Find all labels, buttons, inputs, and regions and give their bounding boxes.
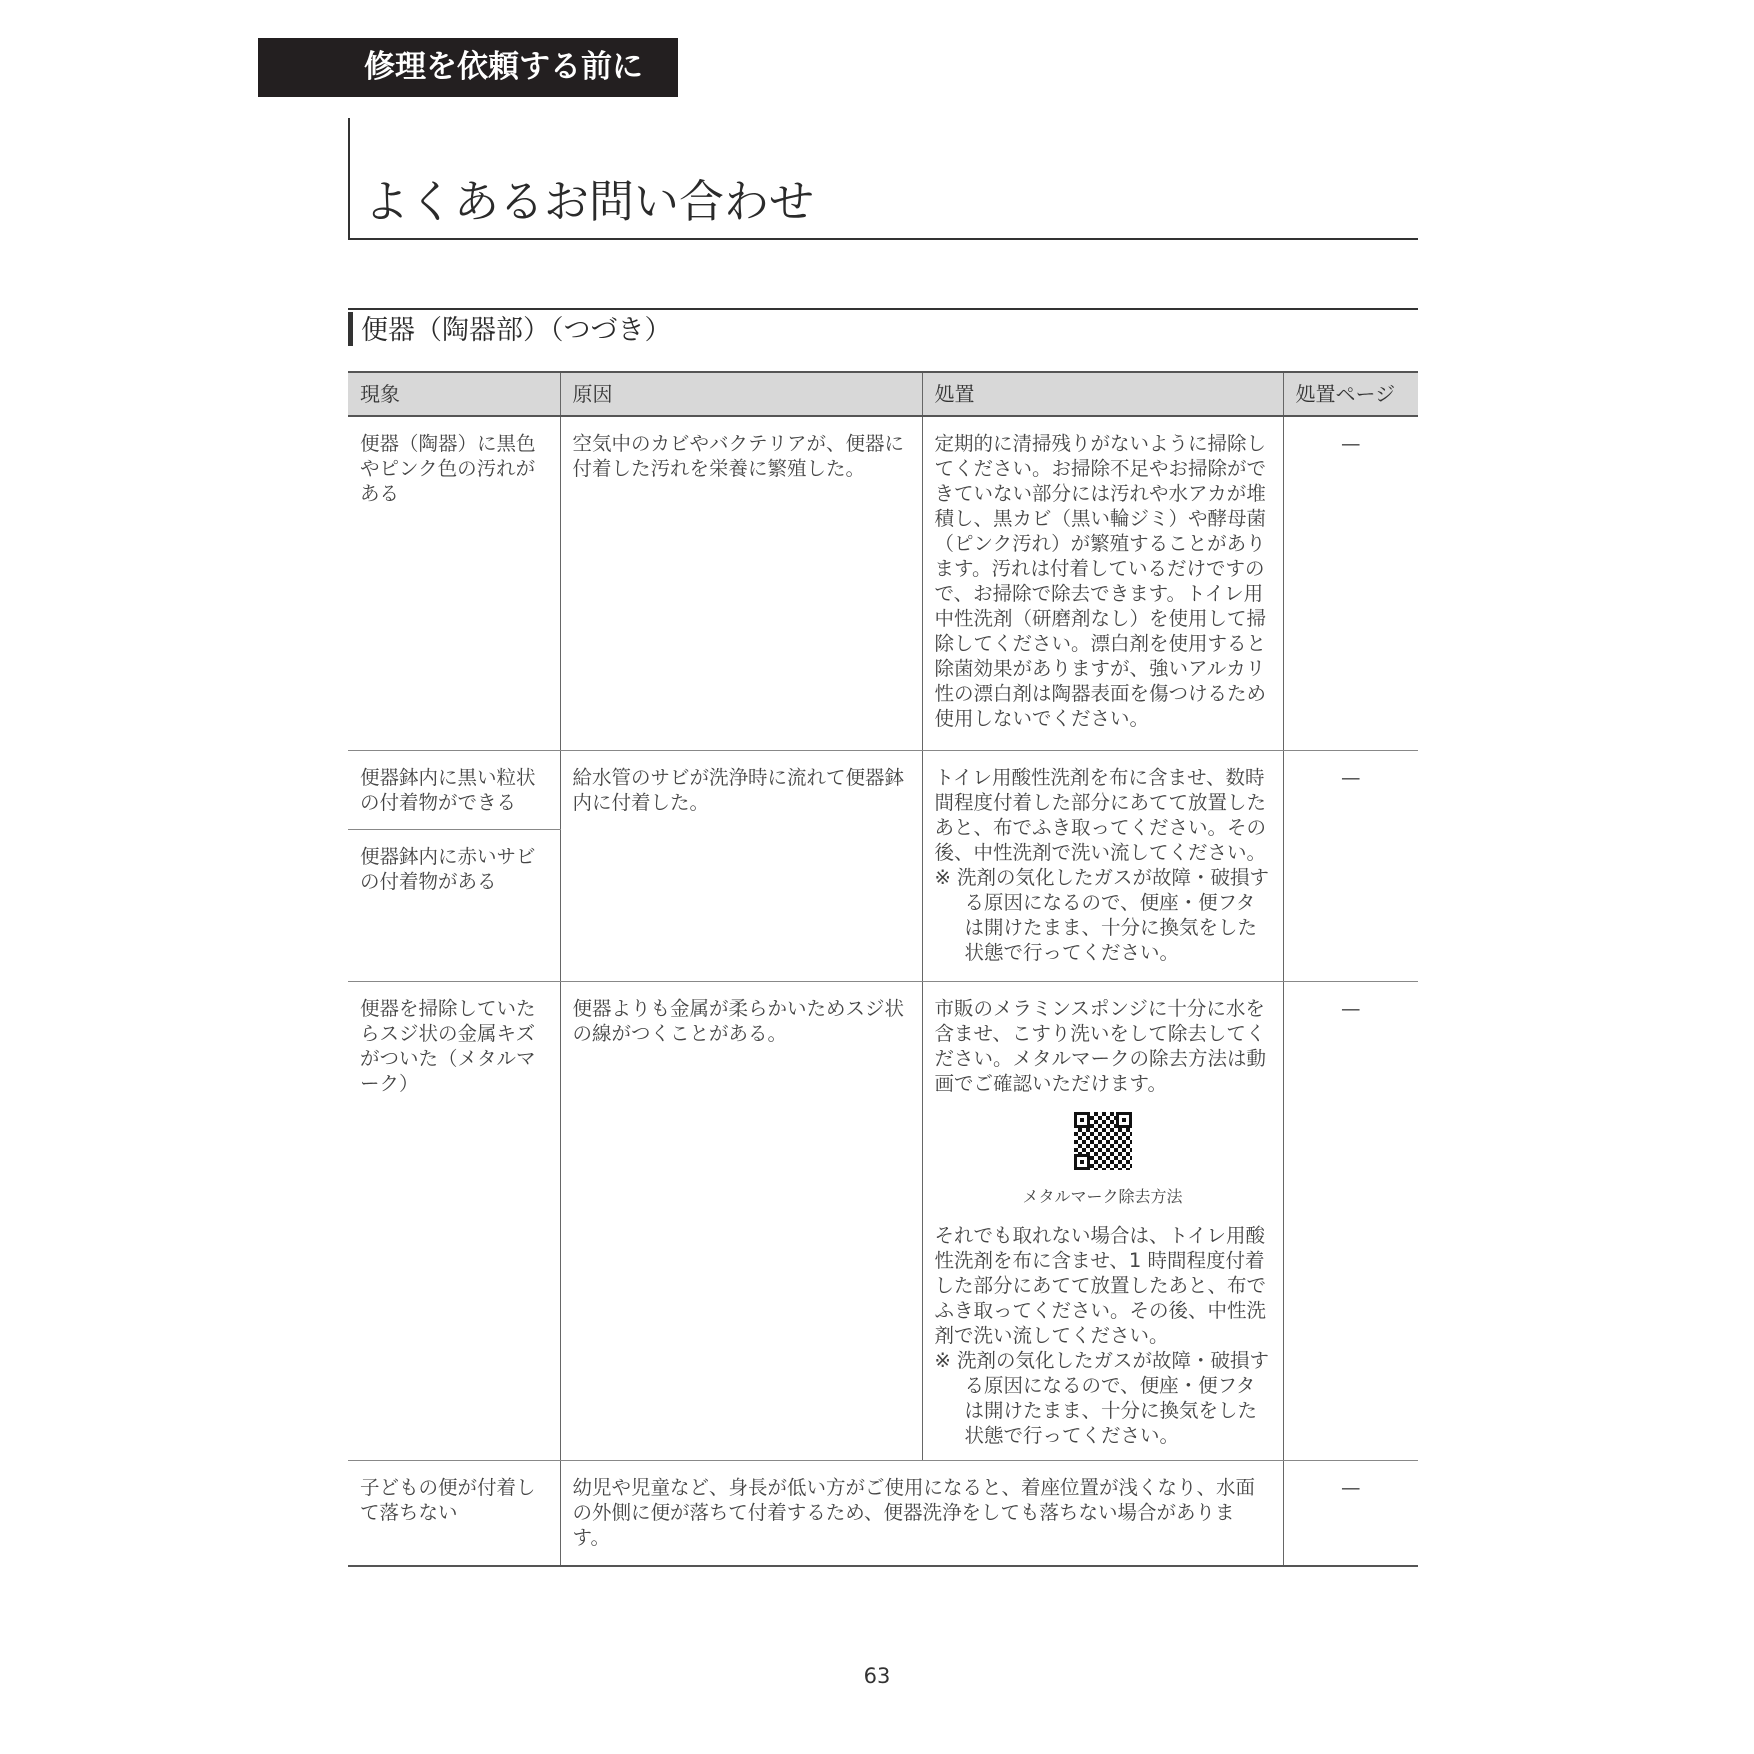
subsection-rule bbox=[348, 308, 1418, 310]
header-page: 処置ページ bbox=[1283, 372, 1418, 416]
action-text: 市販のメラミンスポンジに十分に水を含ませ、こすり洗いをして除去してください。メタルマークの除去方法は動画でご確認いただけます。 bbox=[934, 996, 1267, 1095]
qr-caption: メタルマーク除去方法 bbox=[1022, 1186, 1183, 1206]
subsection-marker bbox=[348, 312, 353, 346]
header-symptom: 現象 bbox=[348, 372, 560, 416]
symptom-cell: 子どもの便が付着して落ちない bbox=[348, 1460, 560, 1566]
page-ref-cell: — bbox=[1283, 416, 1418, 750]
table-row bbox=[348, 1460, 1418, 1566]
subsection-title: 便器（陶器部）（つづき） bbox=[361, 315, 672, 346]
symptom-cell: 便器鉢内に黒い粒状の付着物ができる bbox=[348, 750, 560, 829]
section-rule-horizontal bbox=[348, 238, 1418, 240]
table-row bbox=[348, 981, 1418, 1460]
page-ref-cell: — bbox=[1283, 1460, 1418, 1566]
chapter-tab: 修理を依頼する前に bbox=[258, 38, 678, 97]
table-row bbox=[348, 750, 1418, 829]
action-cell: 定期的に清掃残りがないように掃除してください。お掃除不足やお掃除ができていない部分には汚れや水アカが堆積し、黒カビ（黒い輪ジミ）や酵母菌（ピンク汚れ）が繁殖することがあります。汚れは付着しているだけですので、お掃除で除去できます。トイレ用中性洗剤（研磨剤なし）を使用して掃除してください。漂白剤を使用すると除菌効果がありますが、強いアルカリ性の漂白剤は陶器表面を傷つけるため使用しないでください。 bbox=[922, 416, 1283, 750]
page-ref-cell: — bbox=[1283, 981, 1418, 1460]
symptom-cell: 便器鉢内に赤いサビの付着物がある bbox=[348, 829, 560, 981]
header-action: 処置 bbox=[922, 372, 1283, 416]
cause-cell: 空気中のカビやバクテリアが、便器に付着した汚れを栄養に繁殖した。 bbox=[560, 416, 922, 750]
qr-code-icon[interactable] bbox=[1074, 1112, 1132, 1170]
action-cell bbox=[922, 981, 1283, 1460]
cause-cell: 幼児や児童など、身長が低い方がご使用になると、着座位置が浅くなり、水面の外側に便が落ちて付着するため、便器洗浄をしても落ちない場合があります。 bbox=[560, 1460, 1283, 1566]
symptom-cell: 便器（陶器）に黒色やピンク色の汚れがある bbox=[348, 416, 560, 750]
cause-cell: 給水管のサビが洗浄時に流れて便器鉢内に付着した。 bbox=[560, 750, 922, 981]
qr-block bbox=[935, 1112, 1271, 1209]
action-cell bbox=[922, 750, 1283, 981]
action-text: トイレ用酸性洗剤を布に含ませ、数時間程度付着した部分にあてて放置したあと、布でふき取ってください。その後、中性洗剤で洗い流してください。 bbox=[934, 765, 1267, 864]
action-note: ※ 洗剤の気化したガスが故障・破損する原因になるので、便座・便フタは開けたまま、十分に換気をした状態で行ってください。 bbox=[934, 1348, 1270, 1447]
symptom-cell: 便器を掃除していたらスジ状の金属キズがついた（メタルマーク） bbox=[348, 981, 560, 1460]
section-rule-vertical bbox=[348, 118, 350, 240]
faq-table bbox=[348, 371, 1418, 1567]
action-note: ※ 洗剤の気化したガスが故障・破損する原因になるので、便座・便フタは開けたまま、十分に換気をした状態で行ってください。 bbox=[934, 865, 1270, 964]
action-text-2: それでも取れない場合は、トイレ用酸性洗剤を布に含ませ、1 時間程度付着した部分にあてて放置したあと、布でふき取ってください。その後、中性洗剤で洗い流してください。 bbox=[934, 1223, 1267, 1347]
header-cause: 原因 bbox=[560, 372, 922, 416]
table-row bbox=[348, 416, 1418, 750]
section-title: よくあるお問い合わせ bbox=[364, 175, 815, 228]
cause-cell: 便器よりも金属が柔らかいためスジ状の線がつくことがある。 bbox=[560, 981, 922, 1460]
table-header-row bbox=[348, 372, 1418, 416]
page-ref-cell: — bbox=[1283, 750, 1418, 981]
page-number: 63 bbox=[863, 1664, 891, 1688]
